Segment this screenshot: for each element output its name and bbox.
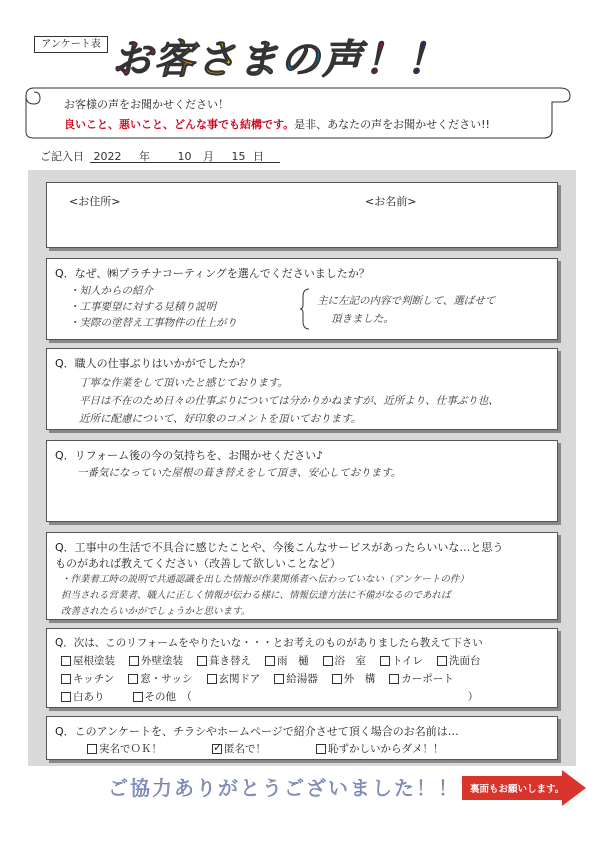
- q2-line-3: 近所に配慮について、好印象のコメントを頂いております。: [79, 413, 362, 425]
- q5-row-1: [61, 653, 494, 668]
- reform-option[interactable]: [274, 671, 318, 686]
- title-char: ！: [364, 37, 406, 83]
- q4-box: [46, 532, 558, 620]
- option-label: キッチン: [73, 673, 115, 685]
- option-label: トイレ: [392, 655, 423, 667]
- reform-option[interactable]: [389, 671, 454, 686]
- reform-option[interactable]: [332, 671, 376, 686]
- q1-note-1: 主に左記の内容で判断して、選ばせて: [317, 295, 496, 307]
- checkbox-icon: [389, 674, 399, 684]
- q1-question: Q．なぜ、㈱プラチナコーティングを選んでくださいましたか？: [55, 267, 370, 280]
- name-permission-option[interactable]: [87, 741, 162, 756]
- option-label: 実名でＯＫ！: [99, 743, 162, 755]
- option-label: 屋根塗装: [73, 655, 115, 667]
- q1-answer-3: ・実際の塗替え工事物件の仕上がり: [69, 317, 237, 329]
- checkbox-icon: [212, 744, 222, 754]
- option-label: その他 （: [144, 691, 192, 703]
- title-char: ま: [238, 37, 280, 83]
- option-label: 白あり: [73, 691, 105, 703]
- thanks-message: ご協力ありがとうございました！！: [108, 776, 460, 800]
- q3-box: [46, 440, 558, 522]
- option-label: 洗面台: [448, 655, 481, 667]
- back-side-note: 裏面もお願いします。: [470, 784, 565, 795]
- q2-question: Q．職人の仕事ぶりはいかがでしたか？: [55, 357, 251, 370]
- day-unit: 日: [253, 150, 264, 163]
- reform-option[interactable]: [61, 653, 115, 668]
- checkbox-icon: [133, 692, 143, 702]
- option-label: 玄関ドア: [218, 673, 261, 685]
- checkbox-icon: [61, 692, 71, 702]
- other-close-paren: ）: [467, 691, 479, 703]
- checkbox-icon: [129, 656, 139, 666]
- name-label: <お名前>: [365, 195, 417, 208]
- title-char: 客: [154, 37, 196, 83]
- q6-question: Q．このアンケートを、チラシやホームページで紹介させて頂く場合のお名前は…: [55, 725, 459, 738]
- reform-option[interactable]: [323, 653, 367, 668]
- reform-option[interactable]: [265, 653, 309, 668]
- q2-line-1: 丁寧な作業をして頂いたと感じております。: [79, 377, 289, 389]
- date-year[interactable]: 2022: [93, 150, 122, 163]
- checkbox-icon: [380, 656, 390, 666]
- q2-box: [46, 348, 558, 430]
- q3-question: Q．リフォーム後の今の気持ちを、お聞かせください♪: [55, 449, 324, 462]
- info-box: [46, 182, 558, 248]
- option-shiroari[interactable]: [61, 689, 105, 704]
- option-label: 浴 室: [334, 655, 366, 667]
- option-other[interactable]: [133, 689, 192, 704]
- checkbox-icon: [316, 744, 326, 754]
- option-label: 給湯器: [286, 673, 318, 685]
- title-char: さ: [196, 37, 238, 83]
- checkbox-icon: [207, 674, 217, 684]
- date-label: ご記入日: [40, 150, 84, 163]
- option-label: 恥ずかしいからダメ！！: [328, 743, 444, 755]
- name-permission-option[interactable]: [212, 741, 266, 756]
- q5-row-3: [61, 689, 478, 704]
- date-underline: [90, 162, 280, 163]
- checkbox-icon: [437, 656, 447, 666]
- q4-line-3: 改善されたらいかがでしょうかと思います。: [61, 606, 251, 617]
- intro-scroll: [24, 82, 572, 142]
- reform-option[interactable]: [61, 671, 114, 686]
- title-char: 声: [322, 37, 364, 83]
- checkbox-icon: [274, 674, 284, 684]
- q4-line-2: 担当される営業者、職人に正しく情報が伝わる様に、情報伝達方法に不備がなるのであれば: [61, 590, 451, 601]
- option-label: 匿名で！: [224, 743, 266, 755]
- q5-box: [46, 628, 558, 708]
- q1-brace: [299, 287, 311, 331]
- checkbox-icon: [61, 656, 71, 666]
- q1-note-2: 頂きました。: [331, 313, 394, 325]
- q2-line-2: 平日は不在のため日々の仕事ぶりについては分かりかねますが、近所より、仕事ぶり也、: [79, 395, 499, 407]
- intro-emphasis: 良いこと、悪いこと、どんな事でも結構です。: [64, 118, 295, 131]
- option-label: カーポート: [401, 673, 454, 685]
- q1-box: [46, 258, 558, 340]
- intro-rest: 是非、あなたの声をお聞かせください!!: [294, 118, 490, 131]
- intro-line1: お客様の声をお聞かせください！: [64, 98, 229, 111]
- date-day[interactable]: 15: [231, 150, 246, 163]
- option-label: 窓・サッシ: [140, 673, 193, 685]
- name-permission-option[interactable]: [316, 741, 444, 756]
- q4-question-1: Q．工事中の生活で不具合に感じたことや、今後こんなサービスがあったらいいな…と思う: [55, 541, 504, 554]
- title-char: お: [112, 37, 154, 83]
- checkbox-icon: [197, 656, 207, 666]
- date-month[interactable]: 10: [177, 150, 192, 163]
- reform-option[interactable]: [437, 653, 481, 668]
- reform-option[interactable]: [207, 671, 261, 686]
- survey-tag: アンケート表: [34, 36, 108, 53]
- year-unit: 年: [139, 150, 150, 163]
- reform-option[interactable]: [197, 653, 251, 668]
- reform-option[interactable]: [380, 653, 423, 668]
- option-label: 葺き替え: [209, 655, 251, 667]
- page-title: [112, 28, 448, 85]
- checkbox-icon: [332, 674, 342, 684]
- q5-question: Q．次は、このリフォームをやりたいな・・・とお考えのものがありましたら教えて下さい: [55, 637, 483, 649]
- scroll-frame: [24, 82, 572, 142]
- back-side-arrow[interactable]: [462, 770, 586, 806]
- q3-line: 一番気になっていた屋根の葺き替えをして頂き、安心しております。: [77, 467, 402, 479]
- checkbox-icon: [87, 744, 97, 754]
- q4-question-2: ものがあれば教えてください（改善して欲しいことなど）: [55, 557, 341, 570]
- q1-answer-1: ・知人からの紹介: [69, 285, 153, 297]
- checkbox-icon: [323, 656, 333, 666]
- checkbox-icon: [128, 674, 138, 684]
- intro-line2: [64, 116, 490, 132]
- q1-answer-2: ・工事要望に対する見積り説明: [69, 301, 216, 313]
- checkbox-icon: [265, 656, 275, 666]
- q6-options: [87, 741, 494, 756]
- q6-box: [46, 716, 558, 760]
- title-char: の: [280, 37, 322, 83]
- reform-option[interactable]: [128, 671, 192, 686]
- option-label: 外 構: [343, 673, 376, 685]
- reform-option[interactable]: [129, 653, 183, 668]
- checkbox-icon: [61, 674, 71, 684]
- title-char: ！: [406, 37, 448, 83]
- option-label: 外壁塗装: [141, 655, 183, 667]
- month-unit: 月: [203, 150, 214, 163]
- survey-panel: [28, 170, 576, 766]
- q5-row-2: [61, 671, 468, 686]
- option-label: 雨 樋: [277, 655, 309, 667]
- address-label: <お住所>: [69, 195, 121, 208]
- q4-line-1: ・作業着工時の説明で共通認識を出した情報が作業関係者へ伝わっていない（アンケートの件）: [61, 574, 469, 585]
